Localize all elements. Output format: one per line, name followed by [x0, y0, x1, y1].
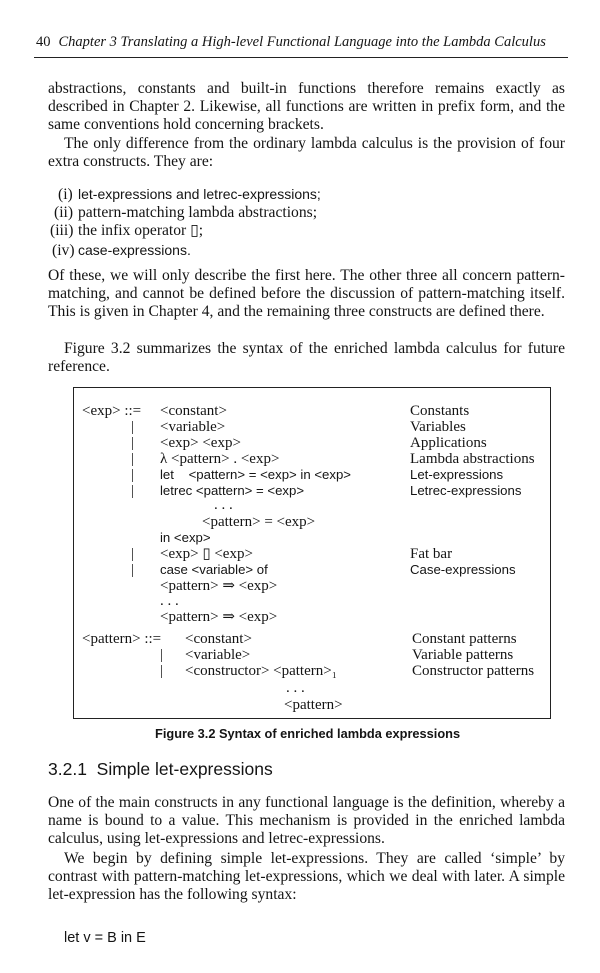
grammar-desc: Lambda abstractions — [410, 451, 535, 467]
paragraph-4: Figure 3.2 summarizes the syntax of the enriched lambda calculus for future reference. — [48, 340, 565, 376]
grammar-rhs: <variable> — [160, 419, 226, 435]
section-heading — [48, 759, 273, 780]
grammar-rhs: <constant> — [160, 403, 227, 419]
grammar-lhs: <exp> ::= — [82, 403, 142, 419]
list-marker: (iii) — [50, 222, 74, 240]
paragraph-3: Of these, we will only describe the first here. The other three all concern pattern-matching, and cannot be defined before the discussion of pattern-matching itself. This is given in Chapter 4, and the remaining three constructs are defined there. — [48, 267, 565, 321]
list-marker: (i) — [58, 186, 73, 203]
list-text: case-expressions. — [78, 241, 191, 258]
syntax-figure — [73, 387, 551, 719]
paragraph-5: One of the main constructs in any functional language is the definition, whereby a name is bound to a value. This mechanism is provided in the enriched lambda calculus, using let-expressions and letrec-expressions. — [48, 794, 565, 848]
grammar-rhs: let <pattern> = <exp> in <exp> — [160, 467, 351, 482]
grammar-lhs: <pattern> ::= — [82, 631, 162, 647]
grammar-rhs: <variable> — [185, 647, 251, 663]
section-title: Simple let-expressions — [96, 759, 273, 779]
grammar-rhs: <exp> <exp> — [160, 435, 241, 451]
construct-list — [50, 185, 321, 260]
list-text: pattern-matching lambda abstractions; — [78, 204, 318, 222]
grammar-rhs: <pattern> ⇒ <exp> — [160, 609, 278, 625]
running-head — [36, 34, 566, 51]
grammar-desc: Constants — [410, 403, 470, 419]
grammar-rhs: . . . — [214, 497, 233, 513]
grammar-rhs: <pattern> ⇒ <exp> — [160, 578, 278, 594]
grammar-desc: Applications — [410, 435, 487, 451]
page-number: 40 — [36, 34, 51, 50]
grammar-lhs: | — [131, 467, 135, 483]
grammar-desc: Let-expressions — [410, 467, 504, 482]
chapter-title: Chapter 3 Translating a High-level Functional Language into the Lambda Calculus — [58, 34, 546, 50]
grammar-rhs: <pattern> = <exp> — [202, 514, 316, 530]
list-text: the infix operator ▯; — [78, 222, 204, 240]
grammar-rhs: <pattern> — [284, 697, 343, 713]
list-marker: (iv) — [52, 241, 75, 259]
grammar-rhs: <constant> — [185, 631, 252, 647]
list-item — [50, 185, 321, 204]
grammar-rhs: λ <pattern> . <exp> — [160, 451, 280, 467]
grammar-rhs: case <variable> of — [160, 562, 268, 577]
grammar-desc: Variable patterns — [412, 647, 514, 663]
grammar-desc: Variables — [410, 419, 466, 435]
section-number: 3.2.1 — [48, 759, 87, 779]
grammar-lhs: | — [131, 435, 135, 451]
grammar-lhs: | — [131, 483, 135, 499]
grammar-desc: Case-expressions — [410, 562, 516, 577]
grammar-rhs: in <exp> — [160, 530, 211, 545]
grammar-lhs: | — [131, 546, 135, 562]
grammar-lhs: | — [131, 451, 135, 467]
code-example: let v = B in E — [64, 930, 146, 946]
list-item — [50, 204, 321, 222]
paragraph-1: abstractions, constants and built-in functions therefore remains exactly as described in Chapter 2. Likewise, all functions are written in prefix form, and the same conventions hold concerning brackets. — [48, 80, 565, 134]
grammar-rhs: <constructor> <pattern>₁ — [185, 663, 337, 679]
paragraph-6: We begin by defining simple let-expressions. They are called ‘simple’ by contrast with pattern-matching let-expressions, which we deal with later. A simple let-expression has the following syntax: — [48, 850, 565, 904]
list-text: let-expressions and letrec-expressions; — [78, 186, 321, 202]
header-rule — [34, 57, 568, 58]
list-marker: (ii) — [54, 204, 74, 222]
grammar-desc: Constant patterns — [412, 631, 517, 647]
grammar-desc: Fat bar — [410, 546, 453, 562]
grammar-desc: Constructor patterns — [412, 663, 535, 679]
paragraph-2: The only difference from the ordinary lambda calculus is the provision of four extra constructs. They are: — [48, 135, 565, 171]
list-item — [50, 241, 321, 260]
grammar-rhs: <exp> ▯ <exp> — [160, 546, 253, 562]
grammar-desc: Letrec-expressions — [410, 483, 522, 498]
grammar-lhs: | — [160, 647, 164, 663]
figure-caption: Figure 3.2 Syntax of enriched lambda expressions — [155, 726, 461, 741]
grammar-rhs: . . . — [286, 680, 305, 696]
grammar-lhs: | — [131, 419, 135, 435]
list-item — [50, 222, 321, 240]
grammar-lhs: | — [131, 562, 135, 578]
grammar-lhs: | — [160, 663, 164, 679]
grammar-rhs: letrec <pattern> = <exp> — [160, 483, 305, 498]
grammar-rhs: . . . — [160, 593, 179, 609]
